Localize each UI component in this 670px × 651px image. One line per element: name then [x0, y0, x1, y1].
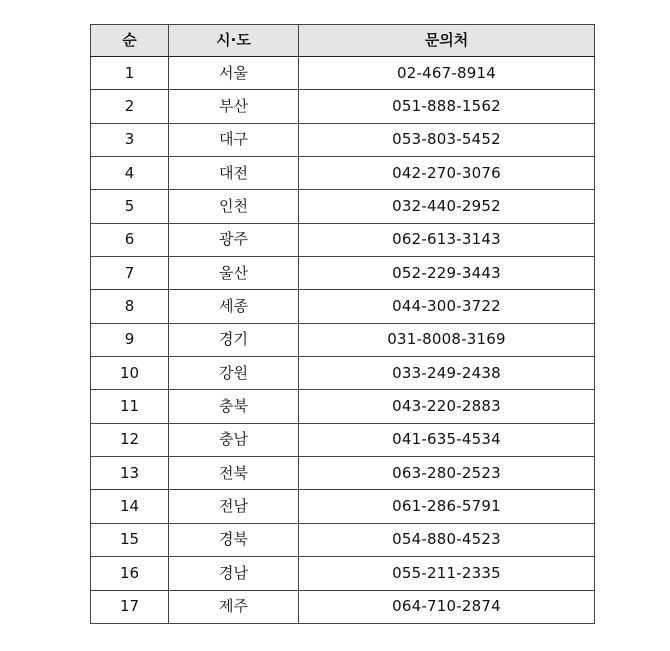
row-number: 9 — [91, 323, 169, 356]
row-contact: 055-211-2335 — [299, 557, 595, 590]
row-region: 제주 — [169, 590, 299, 623]
table-row — [91, 123, 595, 156]
row-number: 3 — [91, 123, 169, 156]
row-number: 11 — [91, 390, 169, 423]
row-contact: 063-280-2523 — [299, 457, 595, 490]
row-region: 인천 — [169, 190, 299, 223]
header-number: 순 — [91, 25, 169, 57]
row-contact: 064-710-2874 — [299, 590, 595, 623]
row-number: 2 — [91, 90, 169, 123]
table-row — [91, 157, 595, 190]
row-number: 17 — [91, 590, 169, 623]
row-region: 대구 — [169, 123, 299, 156]
row-region: 경남 — [169, 557, 299, 590]
row-contact: 051-888-1562 — [299, 90, 595, 123]
table-row — [91, 423, 595, 456]
row-contact: 043-220-2883 — [299, 390, 595, 423]
row-region: 전남 — [169, 490, 299, 523]
table-row — [91, 390, 595, 423]
contact-table — [90, 24, 595, 624]
row-contact: 044-300-3722 — [299, 290, 595, 323]
row-number: 7 — [91, 257, 169, 290]
row-contact: 042-270-3076 — [299, 157, 595, 190]
row-number: 8 — [91, 290, 169, 323]
header-row — [91, 25, 595, 57]
row-region: 충북 — [169, 390, 299, 423]
row-region: 부산 — [169, 90, 299, 123]
table-row — [91, 90, 595, 123]
row-region: 서울 — [169, 57, 299, 90]
row-region: 전북 — [169, 457, 299, 490]
row-number: 1 — [91, 57, 169, 90]
table-body — [91, 57, 595, 624]
row-contact: 033-249-2438 — [299, 357, 595, 390]
table-row — [91, 590, 595, 623]
row-number: 4 — [91, 157, 169, 190]
row-contact: 02-467-8914 — [299, 57, 595, 90]
row-contact: 062-613-3143 — [299, 223, 595, 256]
row-contact: 031-8008-3169 — [299, 323, 595, 356]
table-row — [91, 557, 595, 590]
row-number: 12 — [91, 423, 169, 456]
row-number: 6 — [91, 223, 169, 256]
table-row — [91, 357, 595, 390]
row-region: 광주 — [169, 223, 299, 256]
table-row — [91, 190, 595, 223]
row-number: 5 — [91, 190, 169, 223]
table-row — [91, 57, 595, 90]
row-number: 14 — [91, 490, 169, 523]
table-row — [91, 290, 595, 323]
row-region: 충남 — [169, 423, 299, 456]
row-region: 세종 — [169, 290, 299, 323]
row-number: 13 — [91, 457, 169, 490]
row-contact: 032-440-2952 — [299, 190, 595, 223]
row-region: 울산 — [169, 257, 299, 290]
table-row — [91, 323, 595, 356]
table-row — [91, 490, 595, 523]
row-number: 16 — [91, 557, 169, 590]
table-row — [91, 223, 595, 256]
table-row — [91, 257, 595, 290]
row-contact: 053-803-5452 — [299, 123, 595, 156]
row-region: 대전 — [169, 157, 299, 190]
header-contact: 문의처 — [299, 25, 595, 57]
row-number: 15 — [91, 523, 169, 556]
table-row — [91, 523, 595, 556]
table-row — [91, 457, 595, 490]
table-header — [91, 25, 595, 57]
header-region: 시·도 — [169, 25, 299, 57]
row-region: 경북 — [169, 523, 299, 556]
row-contact: 041-635-4534 — [299, 423, 595, 456]
row-contact: 054-880-4523 — [299, 523, 595, 556]
row-region: 강원 — [169, 357, 299, 390]
row-contact: 052-229-3443 — [299, 257, 595, 290]
row-number: 10 — [91, 357, 169, 390]
row-contact: 061-286-5791 — [299, 490, 595, 523]
row-region: 경기 — [169, 323, 299, 356]
